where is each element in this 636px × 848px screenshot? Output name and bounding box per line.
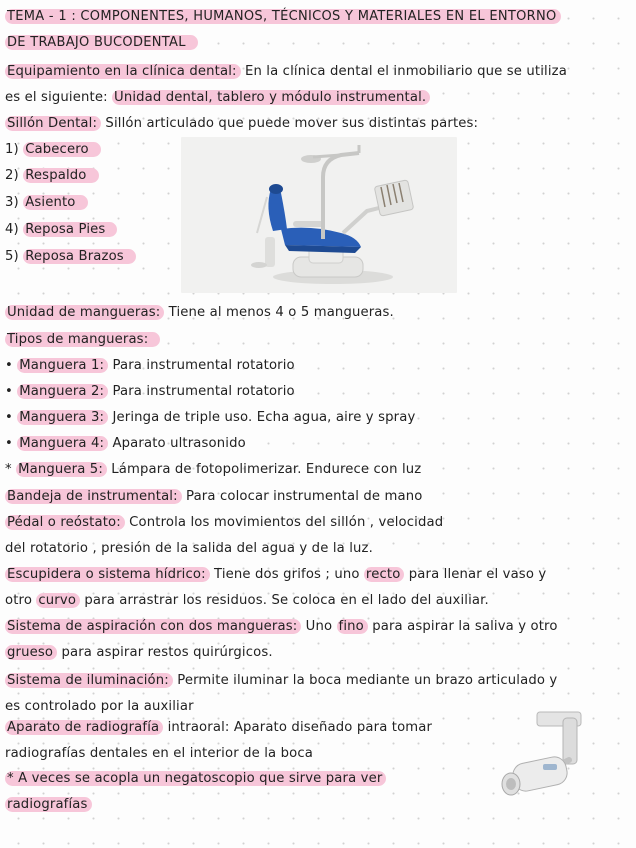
equipamiento-line-2: [5, 89, 430, 107]
title-highlight-1: TEMA - 1 : COMPONENTES, HUMANOS, TÉCNICOS Y MATERIALES EN EL ENTORNO: [5, 9, 561, 24]
manguera-item: [5, 461, 421, 479]
xray-device-photo: [497, 708, 607, 800]
radiografia-note-1: * A veces se acopla un negatoscopio que sirve para ver: [5, 771, 386, 786]
bullet: •: [5, 436, 13, 451]
manguera-item: [5, 383, 295, 401]
radiografia-term: Aparato de radiografía: [5, 720, 163, 735]
sillon-part-2: [5, 167, 99, 185]
part-label: Respaldo: [23, 168, 98, 183]
sillon-term: Sillón Dental:: [5, 116, 101, 131]
equipamiento-line-1: [5, 63, 567, 81]
bullet: •: [5, 410, 13, 425]
pedal-line-2: [5, 540, 373, 558]
equipamiento-text-1: En la clínica dental el inmobiliario que se utiliza: [240, 64, 567, 79]
bullet: •: [5, 358, 13, 373]
manguera-label: Manguera 4:: [17, 436, 108, 451]
manguera-text: Aparato ultrasonido: [108, 436, 246, 451]
radiografia-text-1: intraoral: Aparato diseñado para tomar: [163, 720, 433, 735]
part-label: Reposa Pies: [23, 222, 117, 237]
pedal-text-1: Controla los movimientos del sillón , velocidad: [124, 515, 444, 530]
aspiracion-term: Sistema de aspiración con dos mangueras:: [5, 619, 301, 634]
part-number: 1): [5, 142, 19, 157]
manguera-text: Para instrumental rotatorio: [108, 358, 295, 373]
escupidera-highlight-curvo: curvo: [36, 593, 80, 608]
part-number: 2): [5, 168, 19, 183]
manguera-text: Lámpara de fotopolimerizar. Endurece con luz: [106, 462, 422, 477]
escupidera-text: otro: [5, 593, 37, 608]
title-highlight-2: DE TRABAJO BUCODENTAL: [5, 35, 198, 50]
manguera-label: Manguera 1:: [17, 358, 108, 373]
sillon-part-1: [5, 141, 101, 159]
iluminacion-line-1: [5, 672, 557, 690]
manguera-text: Jeringa de triple uso. Echa agua, aire y spray: [108, 410, 416, 425]
equipamiento-text-2: es el siguiente:: [5, 90, 113, 105]
escupidera-text: Tiene dos grifos ; uno: [209, 567, 364, 582]
radiografia-note-line-2: [5, 796, 92, 814]
sillon-text: Sillón articulado que puede mover sus distintas partes:: [101, 116, 479, 131]
tipos-mangueras-heading: Tipos de mangueras:: [5, 332, 160, 347]
part-label: Reposa Brazos: [23, 249, 136, 264]
part-label: Cabecero: [23, 142, 101, 157]
aspiracion-text: Uno: [301, 619, 337, 634]
dental-chair-photo: [181, 137, 457, 293]
radiografia-line-2: [5, 745, 313, 763]
equipamiento-highlight: Unidad dental, tablero y módulo instrumental.: [112, 90, 430, 105]
aspiracion-text: para aspirar la saliva y otro: [367, 619, 558, 634]
radiografia-note-2: radiografías: [5, 797, 92, 812]
bandeja-line: [5, 488, 422, 506]
aspiracion-text: para aspirar restos quirúrgicos.: [57, 645, 273, 660]
radiografia-line-1: [5, 719, 432, 737]
bullet: •: [5, 384, 13, 399]
iluminacion-term: Sistema de iluminación:: [5, 673, 173, 688]
equipamiento-term: Equipamiento en la clínica dental:: [5, 64, 241, 79]
bandeja-text: Para colocar instrumental de mano: [181, 489, 423, 504]
title-line-1: [5, 8, 561, 26]
radiografia-text-2: radiografías dentales en el interior de la boca: [5, 746, 314, 761]
manguera-label: Manguera 2:: [17, 384, 108, 399]
bandeja-term: Bandeja de instrumental:: [5, 489, 182, 504]
title-line-2: [5, 34, 198, 52]
manguera-item: [5, 435, 246, 453]
aspiracion-highlight-fino: fino: [337, 619, 368, 634]
escupidera-term: Escupidera o sistema hídrico:: [5, 567, 210, 582]
sillon-part-3: [5, 194, 88, 212]
mangueras-text: Tiene al menos 4 o 5 mangueras.: [164, 305, 394, 320]
part-number: 5): [5, 249, 19, 264]
escupidera-text: para arrastrar los residuos. Se coloca en el lado del auxiliar.: [80, 593, 489, 608]
manguera-item: [5, 357, 295, 375]
pedal-text-2: del rotatorio , presión de la salida del agua y de la luz.: [5, 541, 373, 556]
manguera-label: Manguera 3:: [17, 410, 108, 425]
bullet: *: [5, 462, 12, 477]
aspiracion-line-2: [5, 644, 273, 662]
part-label: Asiento: [23, 195, 87, 210]
mangueras-line: [5, 304, 394, 322]
sillon-part-5: [5, 248, 136, 266]
escupidera-text: para llenar el vaso y: [404, 567, 547, 582]
aspiracion-line-1: [5, 618, 558, 636]
pedal-term: Pédal o reóstato:: [5, 515, 125, 530]
iluminacion-text-1: Permite iluminar la boca mediante un brazo articulado y: [172, 673, 558, 688]
sillon-line: [5, 115, 478, 133]
manguera-text: Para instrumental rotatorio: [108, 384, 295, 399]
sillon-part-4: [5, 221, 117, 239]
pedal-line-1: [5, 514, 443, 532]
escupidera-highlight-recto: recto: [364, 567, 405, 582]
iluminacion-line-2: [5, 698, 194, 716]
iluminacion-text-2: es controlado por la auxiliar: [5, 699, 194, 714]
escupidera-line-2: [5, 592, 489, 610]
part-number: 4): [5, 222, 19, 237]
radiografia-note-line-1: [5, 770, 386, 788]
escupidera-line-1: [5, 566, 546, 584]
manguera-item: [5, 409, 415, 427]
manguera-label: Manguera 5:: [16, 462, 107, 477]
aspiracion-highlight-grueso: grueso: [5, 645, 57, 660]
mangueras-term: Unidad de mangueras:: [5, 305, 164, 320]
part-number: 3): [5, 195, 19, 210]
tipos-mangueras-line: [5, 331, 160, 349]
